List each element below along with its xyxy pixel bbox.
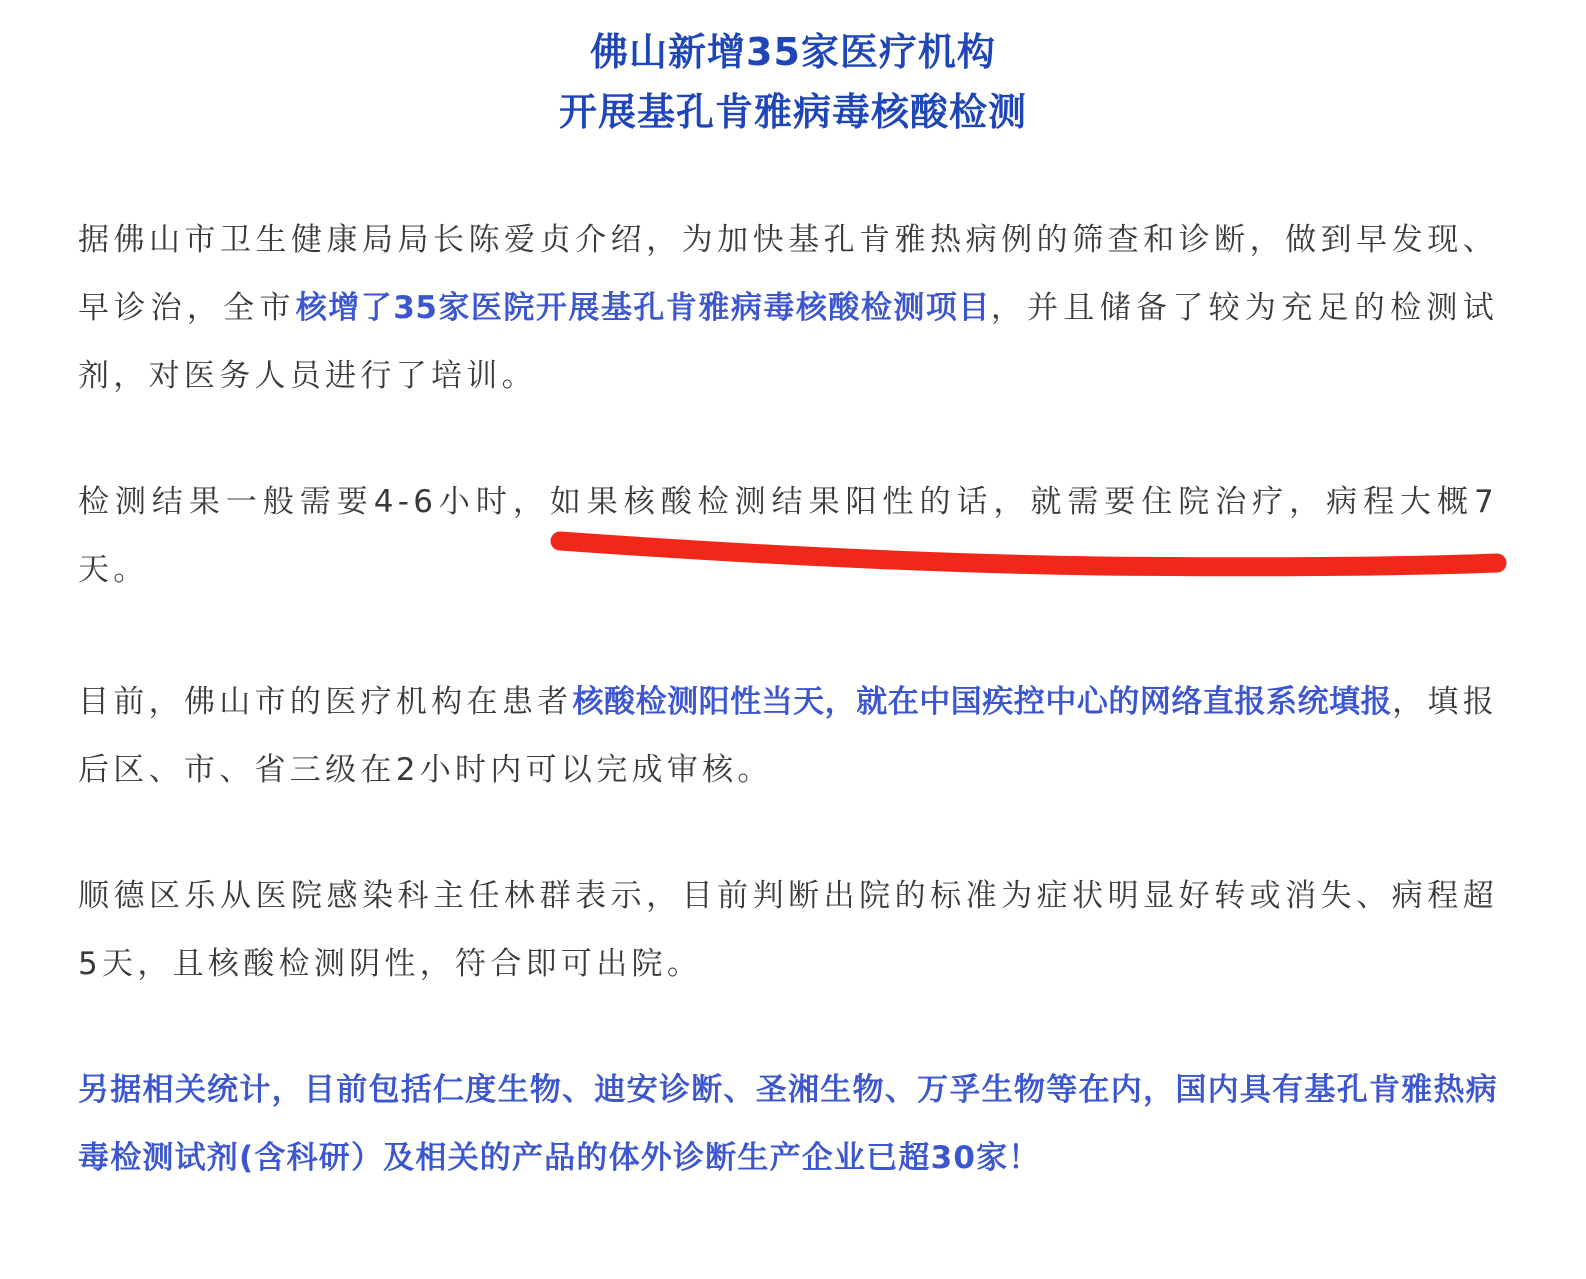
- paragraph-text: ，并且储备了较为充足的检测试剂，对医务人员进行了培训。: [78, 290, 1498, 394]
- paragraph-discharge-criteria: [78, 862, 1498, 998]
- paragraph-test-results: [78, 468, 1498, 604]
- article-title-line1: 佛山新增35家医疗机构: [590, 30, 996, 74]
- highlighted-text: 核酸检测阳性当天，就在中国疾控中心的网络直报系统填报: [572, 684, 1393, 720]
- article-title-line2: 开展基孔肯雅病毒核酸检测: [558, 90, 1027, 134]
- paragraph-text: 据佛山市卫生健康局局长陈爱贞介绍，为加快基孔肯雅热病例的筛查和诊断，做到早发现、早诊治，全市: [78, 222, 1498, 326]
- highlighted-text: 核增了35家医院开展基孔肯雅病毒核酸检测项目: [295, 290, 991, 326]
- paragraph-text: 目前，佛山市的医疗机构在患者: [78, 684, 573, 720]
- paragraph-text: 顺德区乐从医院感染科主任林群表示，目前判断出院的标准为症状明显好转或消失、病程超5天，且核酸检测阴性，符合即可出院。: [78, 878, 1498, 982]
- paragraph-industry-statistics: [78, 1056, 1498, 1192]
- paragraph-text: 另据相关统计，目前包括仁度生物、迪安诊断、圣湘生物、万孚生物等在内，国内具有基孔肯雅热病毒检测试剂(含科研）及相关的产品的体外诊断生产企业已超30家！: [78, 1072, 1498, 1176]
- paragraph-text: 检测结果一般需要4-6小时，如果核酸检测结果阳性的话，就需要住院治疗，病程大概7天。: [78, 484, 1498, 588]
- paragraph-text: ，填报后区、市、省三级在2小时内可以完成审核。: [78, 684, 1499, 788]
- paragraph-reporting: [78, 668, 1498, 804]
- paragraph-testing-expansion: [78, 206, 1498, 410]
